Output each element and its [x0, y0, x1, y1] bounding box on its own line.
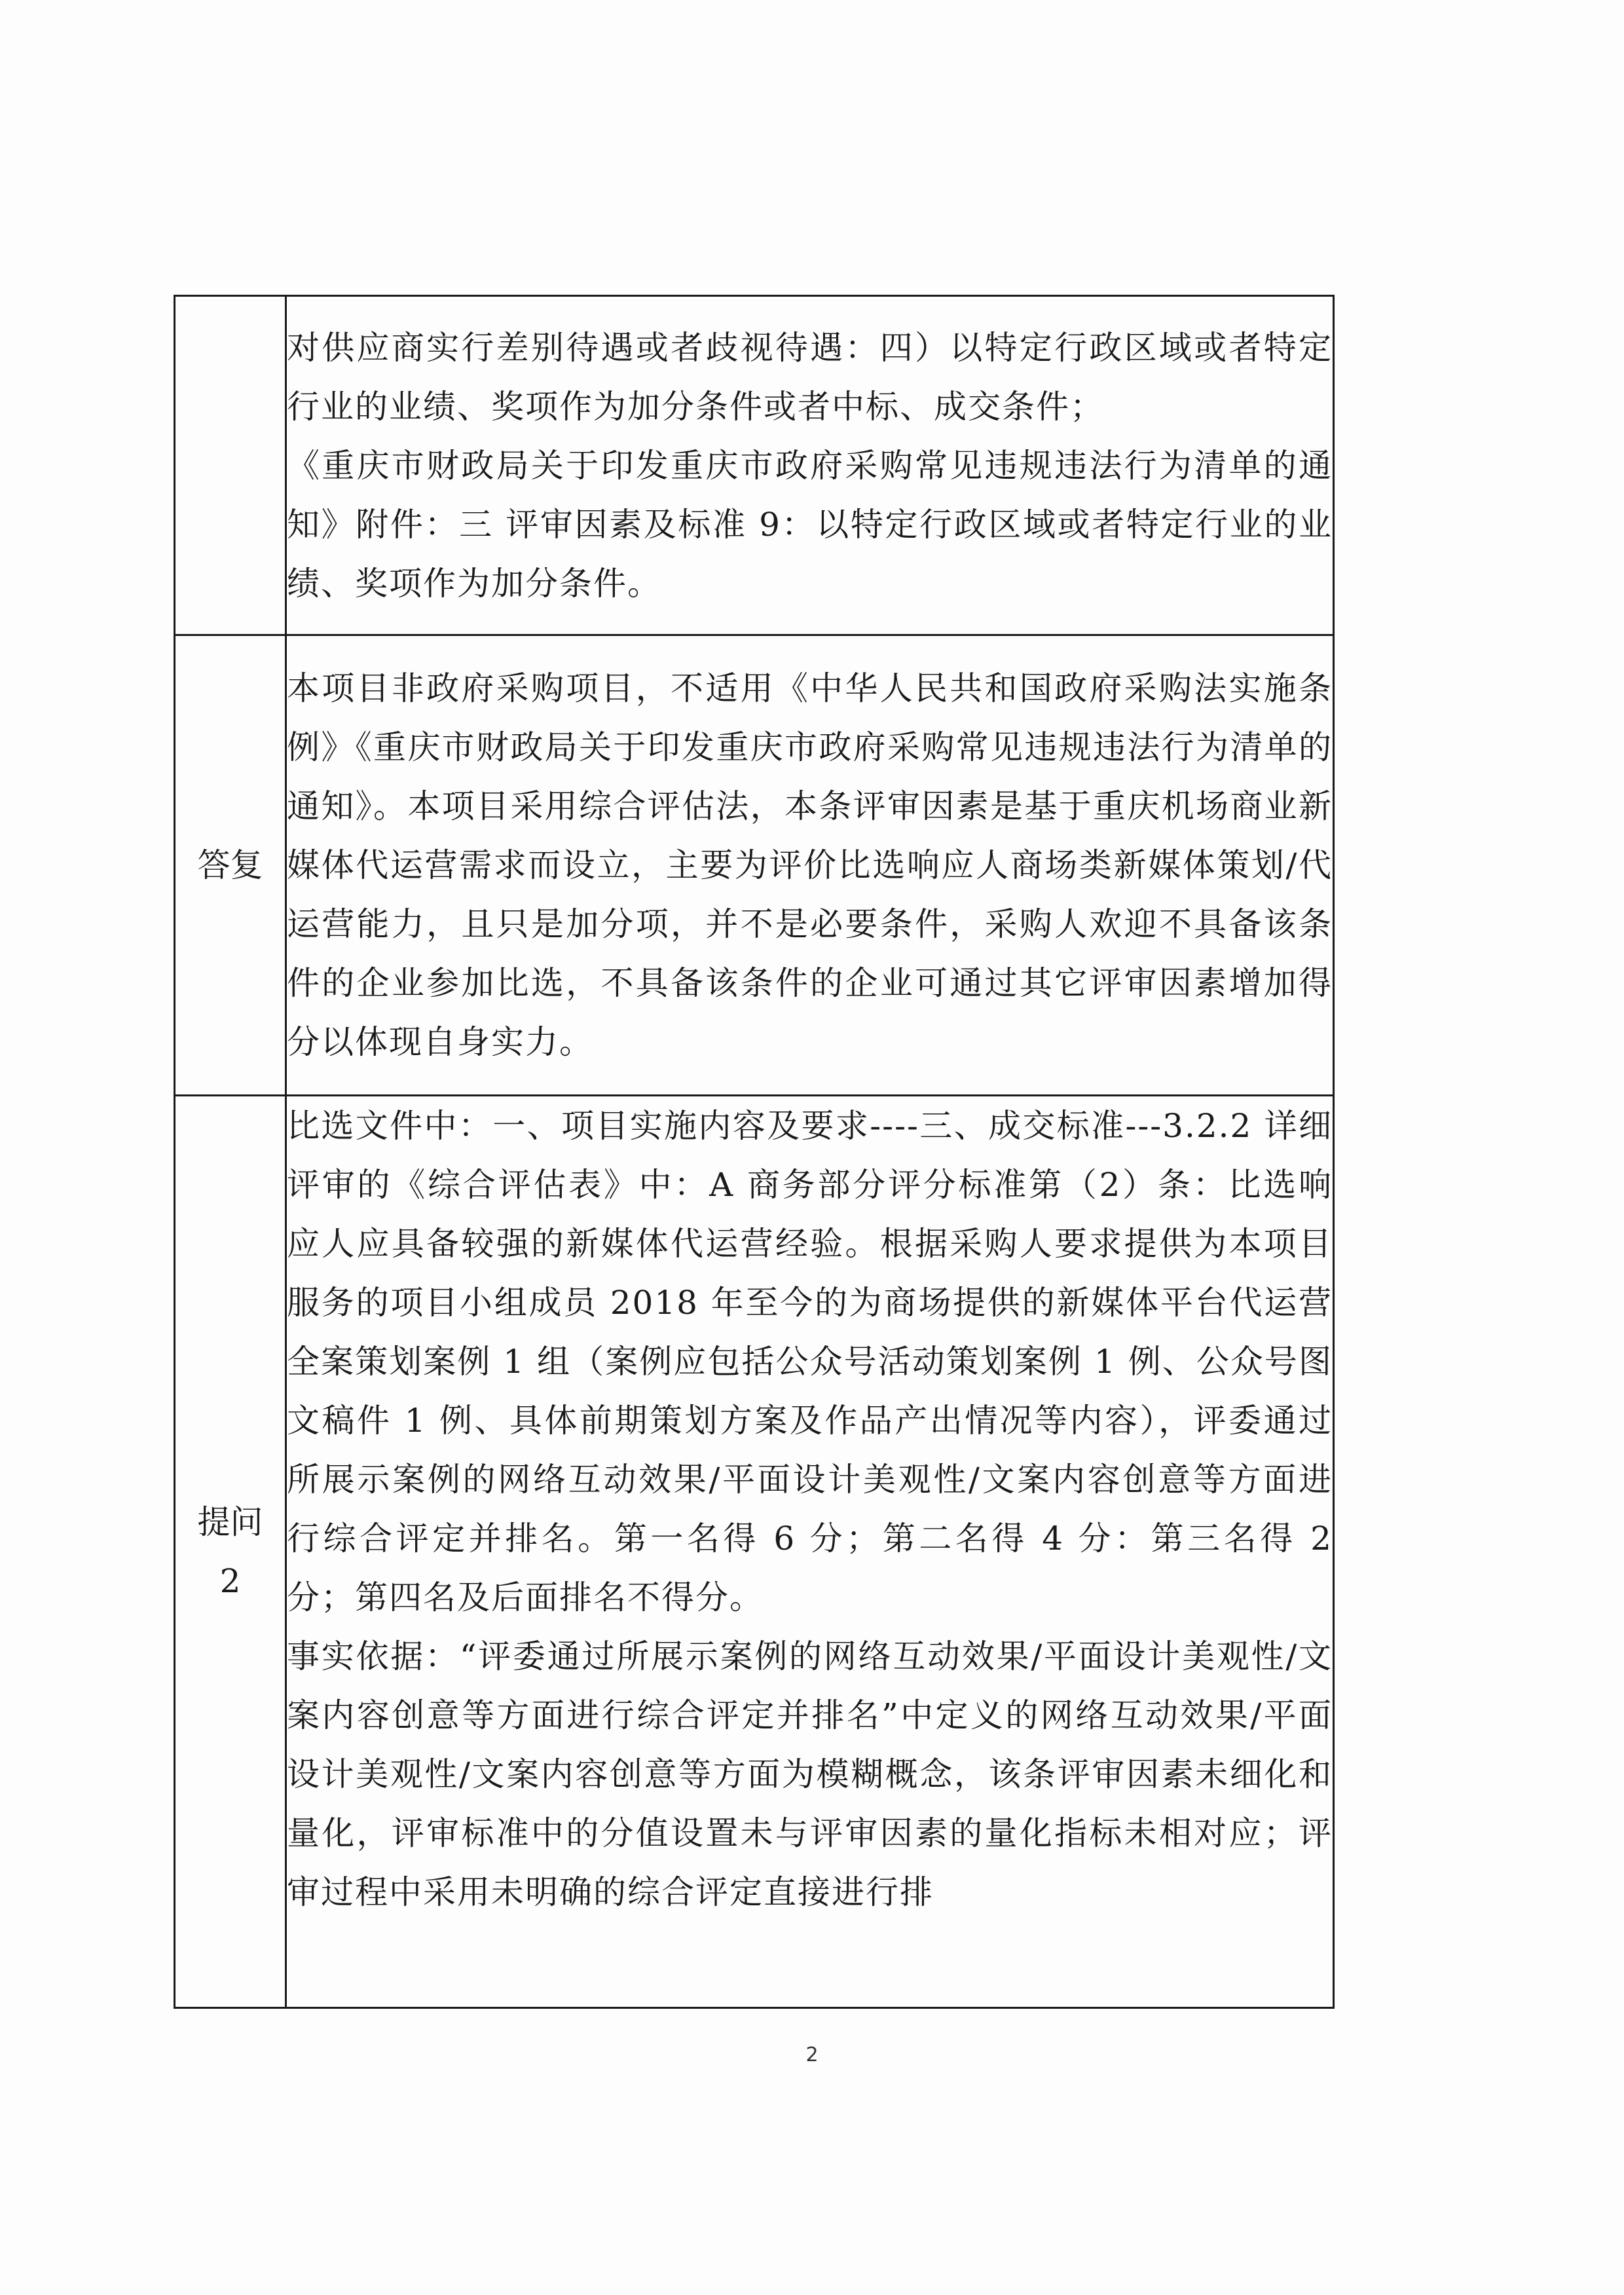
row-content-cell [286, 1096, 1334, 2008]
table-row [175, 1096, 1334, 2008]
row-content-cell [286, 296, 1334, 635]
page-number: 2 [805, 2043, 819, 2066]
paragraph: 对供应商实行差别待遇或者歧视待遇：四）以特定行政区域或者特定行业的业绩、奖项作为加分条件或者中标、成交条件； [287, 328, 1333, 426]
row-label-cell [175, 296, 286, 635]
table-row [175, 635, 1334, 1096]
qa-table [174, 295, 1335, 2009]
table-row [175, 296, 1334, 635]
paragraph: 比选文件中：一、项目实施内容及要求----三、成交标准---3.2.2 详细评审的《综合评估表》中：A 商务部分评分标准第（2）条：比选响应人应具备较强的新媒体代运营经验。根据采购人要求提供为本项目服务的项目小组成员 2018 年至今的为商场提供的新媒体平台代运营全案策划案例 1 组（案例应包括公众号活动策划案例 1 例、公众号图文稿件 1 例、具体前期策划方案及作品产出情况等内容），评委通过所展示案例的网络互动效果/平面设计美观性/文案内容创意等方面进行综合评定并排名。第一名得 6 分；第二名得 4 分：第三名得 2 分；第四名及后面排名不得分。 [287, 1107, 1333, 1616]
row-label-question-2: 提问 2 [175, 1096, 286, 2008]
row-label-reply: 答复 [175, 635, 286, 1096]
paragraph: 《重庆市财政局关于印发重庆市政府采购常见违规违法行为清单的通知》附件：三 评审因素及标准 9：以特定行政区域或者特定行业的业绩、奖项作为加分条件。 [287, 446, 1333, 603]
paragraph: 事实依据：“评委通过所展示案例的网络互动效果/平面设计美观性/文案内容创意等方面进行综合评定并排名”中定义的网络互动效果/平面设计美观性/文案内容创意等方面为模糊概念，该条评审因素未细化和量化，评审标准中的分值设置未与评审因素的量化指标未相对应；评审过程中采用未明确的综合评定直接进行排 [287, 1637, 1333, 1911]
row-content-cell [286, 635, 1334, 1096]
paragraph: 本项目非政府采购项目，不适用《中华人民共和国政府采购法实施条例》《重庆市财政局关于印发重庆市政府采购常见违规违法行为清单的通知》。本项目采用综合评估法，本条评审因素是基于重庆机场商业新媒体代运营需求而设立，主要为评价比选响应人商场类新媒体策划/代运营能力，且只是加分项，并不是必要条件，采购人欢迎不具备该条件的企业参加比选，不具备该条件的企业可通过其它评审因素增加得分以体现自身实力。 [287, 669, 1333, 1061]
